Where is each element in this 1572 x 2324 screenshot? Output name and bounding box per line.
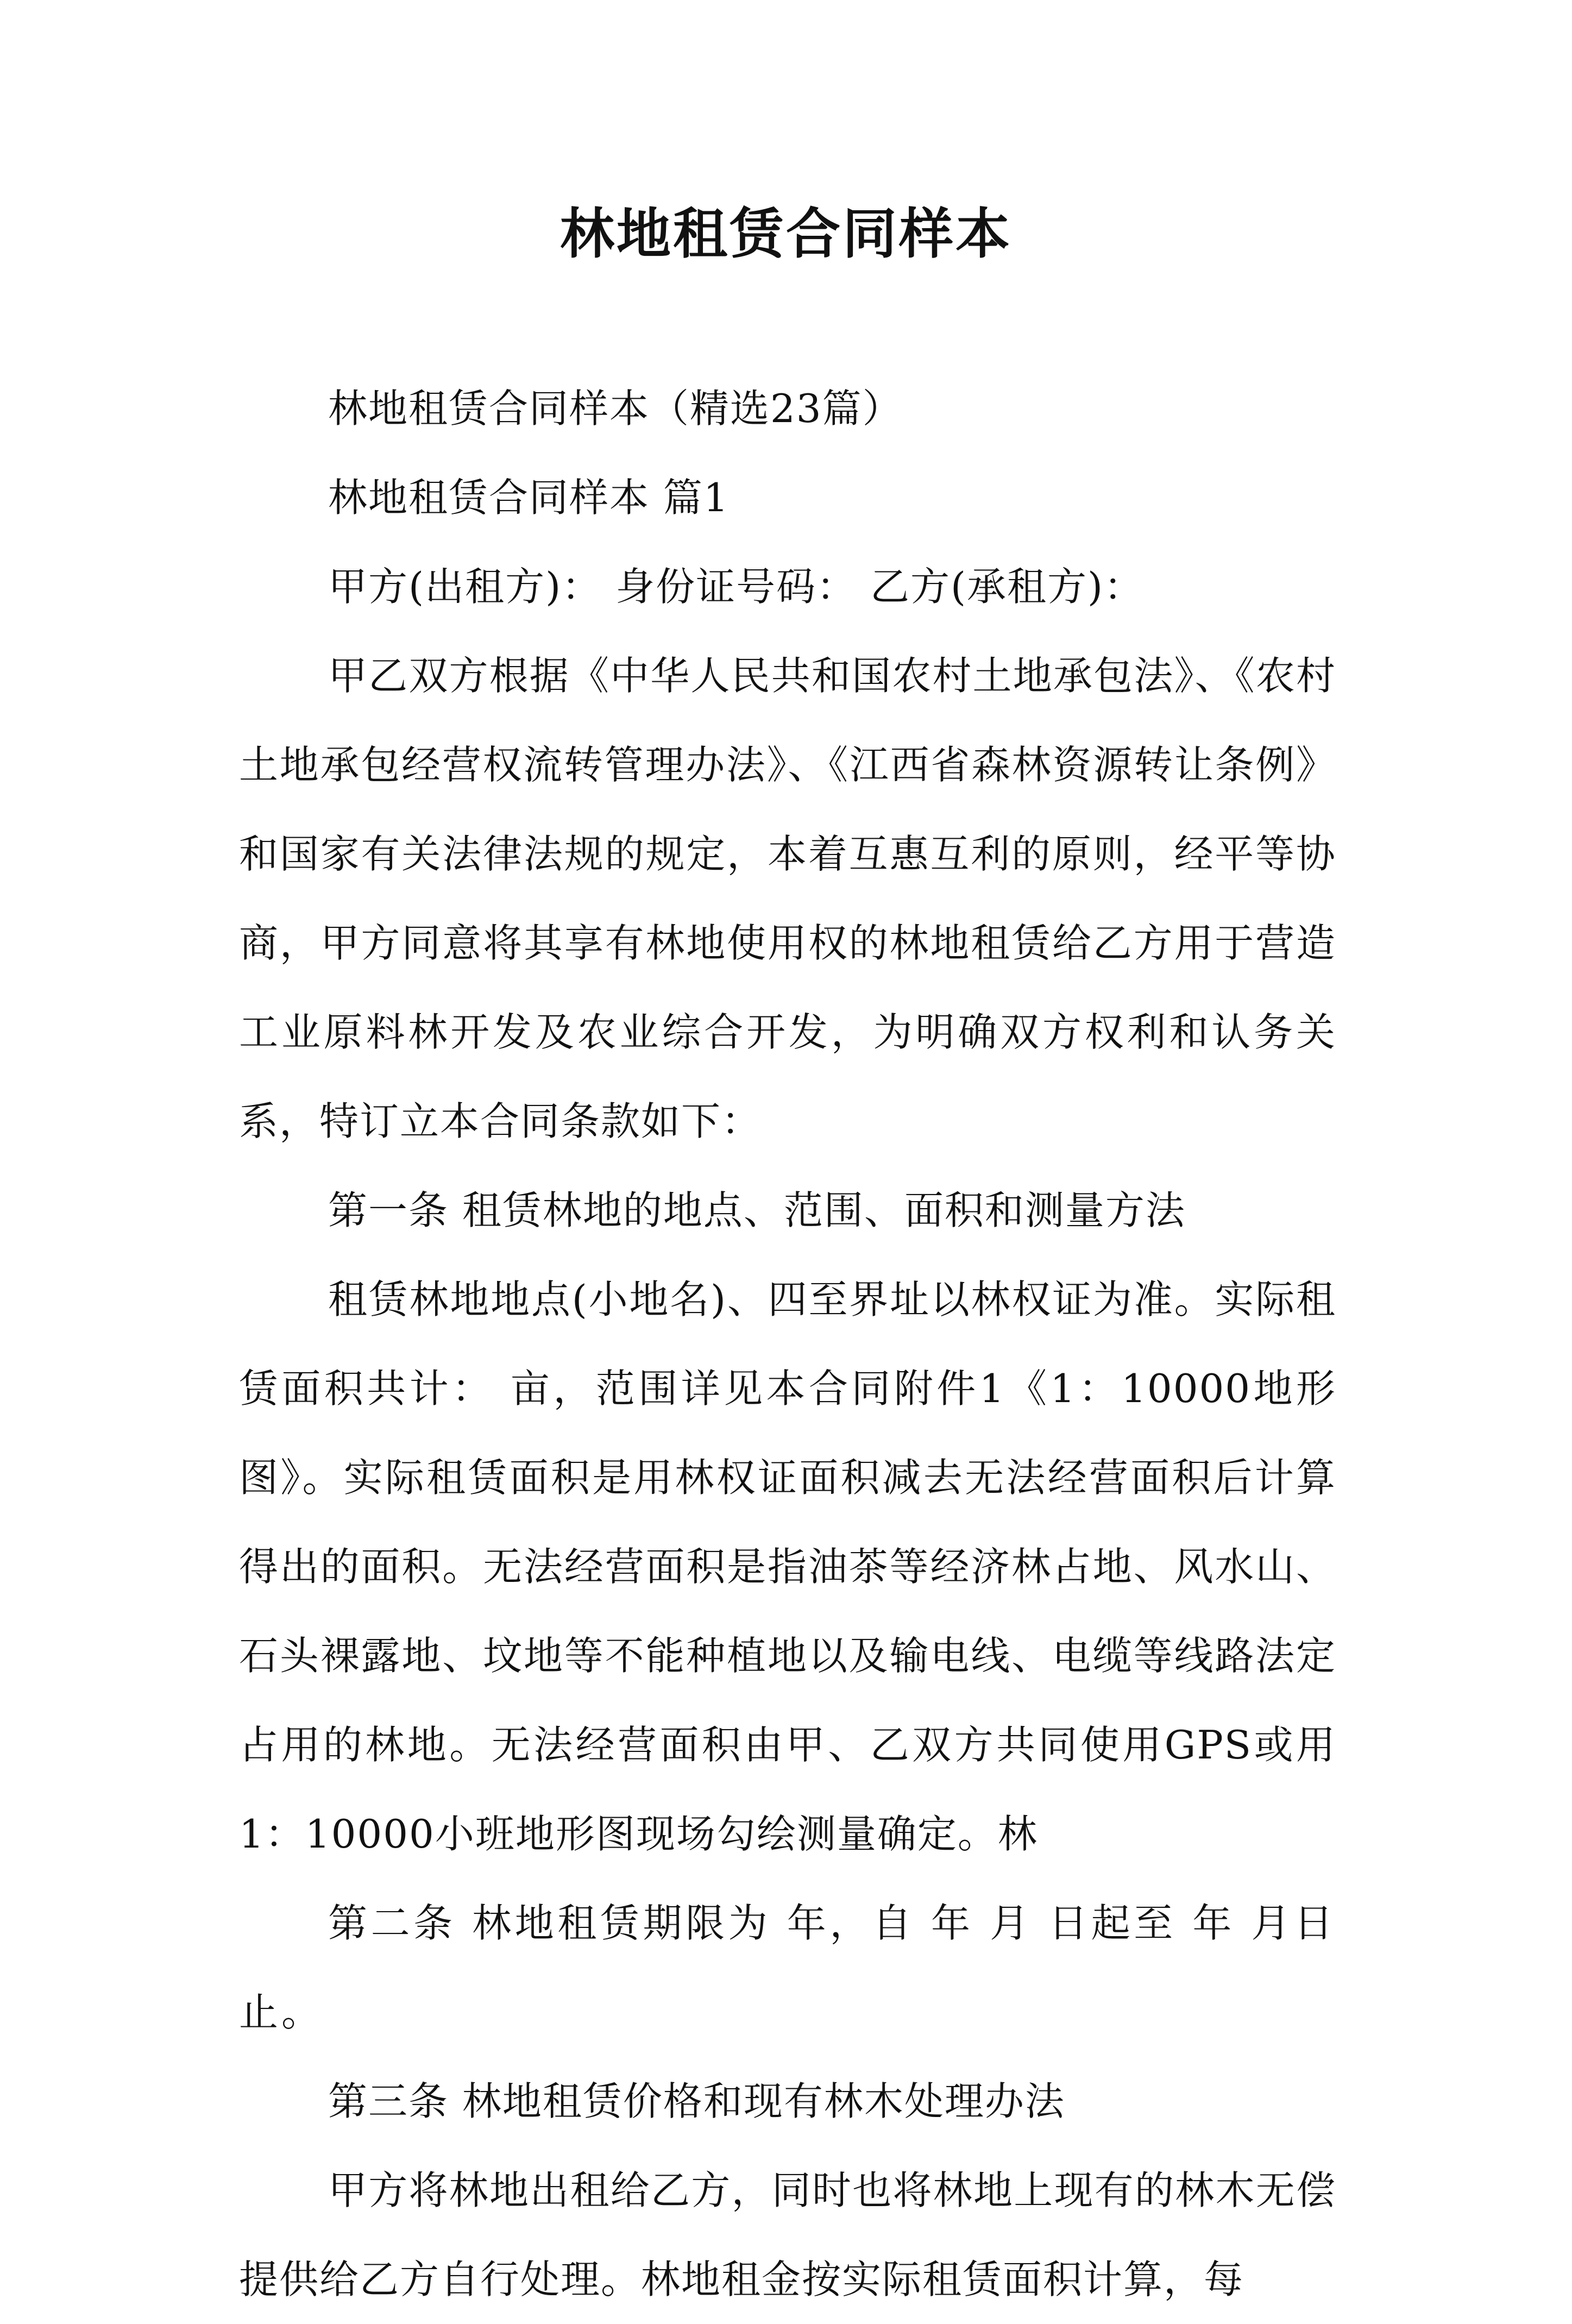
document-body [239,364,1336,2324]
article-1-body: 租赁林地地点(小地名)、四至界址以林权证为准。实际租赁面积共计： 亩，范围详见本合同附件1《1：10000地形图》。实际租赁面积是用林权证面积减去无法经营面积后计算得出的面积。无法经营面积是指油茶等经济林占地、风水山、石头裸露地、坟地等不能种植地以及输电线、电缆等线路法定占用的林地。无法经营面积由甲、乙双方共同使用GPS或用1：10000小班地形图现场勾绘测量确定。林 [239,1277,1336,1857]
article-3-heading: 第三条 林地租赁价格和现有林木处理办法 [328,2078,1065,2124]
article-1-heading: 第一条 租赁林地的地点、范围、面积和测量方法 [328,1188,1186,1233]
article-2-paragraph: 第二条 林地租赁期限为 年，自 年 月 日起至 年 月日止。 [239,1900,1336,2035]
section-heading: 林地租赁合同样本 篇1 [328,475,730,520]
preamble-paragraph: 甲乙双方根据《中华人民共和国农村土地承包法》、《农村土地承包经营权流转管理办法》、《江西省森林资源转让条例》和国家有关法律法规的规定，本着互惠互利的原则，经平等协商，甲方同意将其享有林地使用权的林地租赁给乙方用于营造工业原料林开发及农业综合开发，为明确双方权利和认务关系，特订立本合同条款如下： [239,653,1336,1144]
document-title: 林地租赁合同样本 [560,202,1012,266]
article-3-body: 甲方将林地出租给乙方，同时也将林地上现有的林木无偿提供给乙方自行处理。林地租金按实际租赁面积计算，每 [239,2168,1336,2302]
parties-line: 甲方(出租方)： 身份证号码： 乙方(承租方)： [328,564,1145,610]
subtitle-paragraph: 林地租赁合同样本（精选23篇） [328,386,903,431]
